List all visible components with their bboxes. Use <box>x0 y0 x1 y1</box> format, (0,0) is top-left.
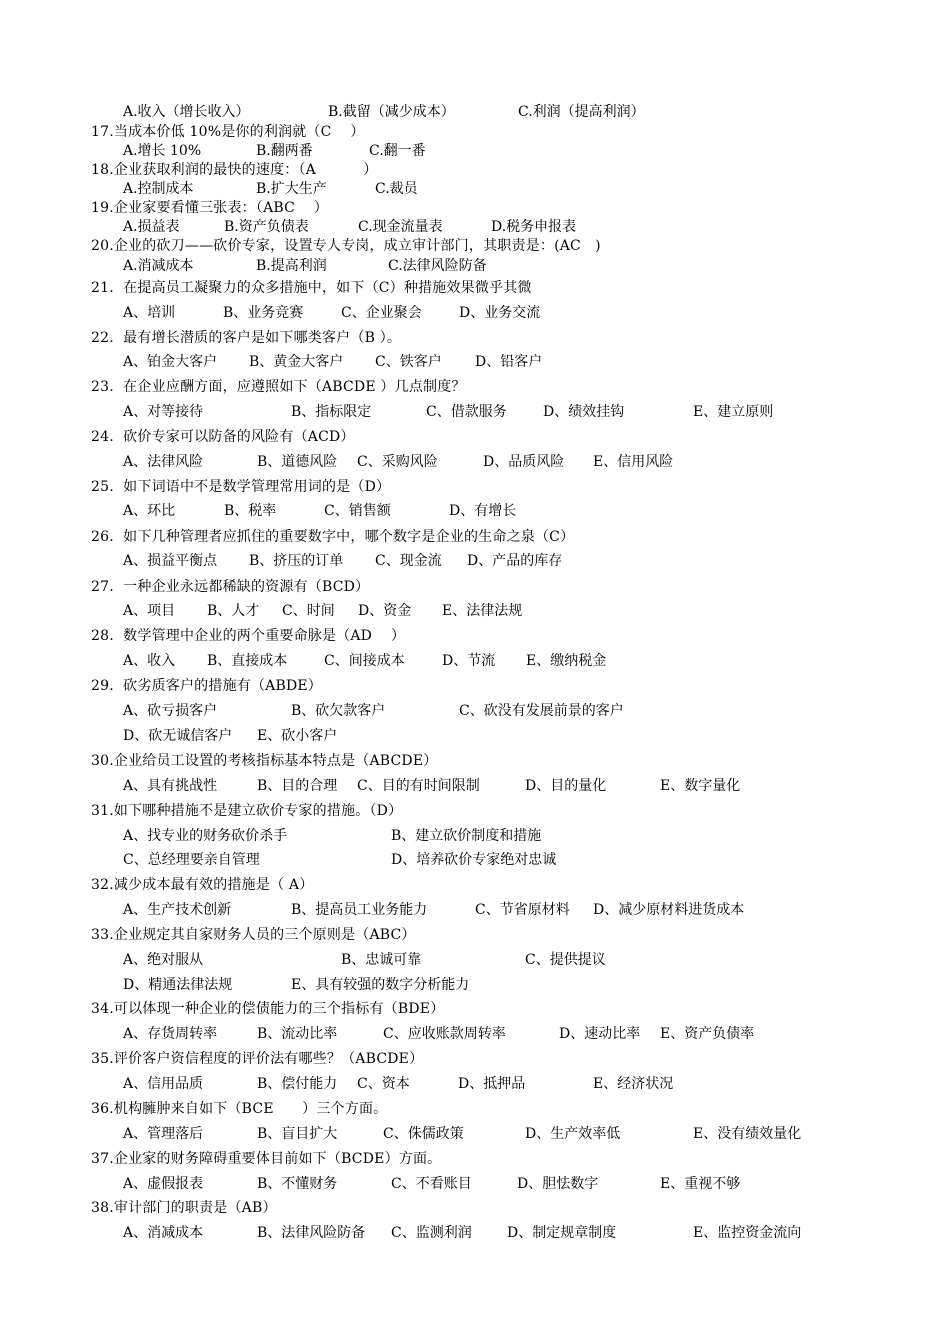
option-text: B、直接成本 <box>207 653 288 669</box>
option-text: C、节省原材料 <box>475 902 570 918</box>
option-text: A、虚假报表 <box>123 1176 204 1192</box>
option-text: A.消减成本 <box>123 258 194 274</box>
option-text: D、生产效率低 <box>525 1126 621 1142</box>
option-text: B、盲目扩大 <box>257 1126 338 1142</box>
option-text: A、绝对服从 <box>123 952 204 968</box>
option-text: B、税率 <box>224 503 277 519</box>
option-text: C、资本 <box>357 1076 410 1092</box>
option-text: A、培训 <box>123 305 176 321</box>
option-text: B、目的合理 <box>257 778 338 794</box>
option-text: C.裁员 <box>375 181 418 197</box>
option-text: A、收入 <box>123 653 176 669</box>
option-text: B.资产负债表 <box>224 219 309 235</box>
question-text: 36.机构臃肿来自如下（BCE ）三个方面。 <box>91 1101 388 1117</box>
option-text: A.控制成本 <box>123 181 194 197</box>
question-text: 34.可以体现一种企业的偿债能力的三个指标有（BDE） <box>91 1001 445 1017</box>
option-text: A.增长 10% <box>123 143 202 159</box>
option-text: A、项目 <box>123 603 176 619</box>
question-text: 19.企业家要看懂三张表：（ABC ） <box>91 200 329 216</box>
option-text: B、流动比率 <box>257 1026 338 1042</box>
question-text: 25. 如下词语中不是数学管理常用词的是（D） <box>91 479 391 495</box>
option-text: B.截留（减少成本） <box>328 104 455 120</box>
option-text: D、抵押品 <box>458 1076 526 1092</box>
option-text: A、对等接待 <box>123 404 204 420</box>
option-text: C、销售额 <box>324 503 391 519</box>
option-text: D.税务申报表 <box>491 219 577 235</box>
question-text: 23. 在企业应酬方面，应遵照如下（ABCDE ）几点制度？ <box>91 379 466 395</box>
option-text: B、道德风险 <box>257 454 338 470</box>
option-text: C、时间 <box>282 603 335 619</box>
option-text: D、制定规章制度 <box>507 1225 617 1241</box>
option-text: B、指标限定 <box>291 404 372 420</box>
option-text: E、没有绩效量化 <box>693 1126 802 1142</box>
option-text: C、不看账目 <box>391 1176 472 1192</box>
option-text: B.扩大生产 <box>256 181 327 197</box>
option-text: C、铁客户 <box>375 354 442 370</box>
option-text: C、砍没有发展前景的客户 <box>459 703 624 719</box>
option-text: D、产品的库存 <box>467 553 563 569</box>
option-text: D、铅客户 <box>475 354 543 370</box>
option-text: E、缴纳税金 <box>526 653 607 669</box>
option-text: E、资产负债率 <box>660 1026 755 1042</box>
option-text: C.法律风险防备 <box>388 258 487 274</box>
option-text: C、监测利润 <box>391 1225 472 1241</box>
option-text: A、找专业的财务砍价杀手 <box>123 828 288 844</box>
option-text: A、存货周转率 <box>123 1026 218 1042</box>
option-text: C、间接成本 <box>324 653 405 669</box>
option-text: A、环比 <box>123 503 176 519</box>
option-text: B、人才 <box>207 603 260 619</box>
option-text: A、具有挑战性 <box>123 778 218 794</box>
option-text: C.利润（提高利润） <box>518 104 645 120</box>
option-text: E、监控资金流向 <box>693 1225 802 1241</box>
question-text: 28. 数学管理中企业的两个重要命脉是（AD ） <box>91 628 406 644</box>
option-text: A、砍亏损客户 <box>123 703 218 719</box>
option-text: D、资金 <box>358 603 412 619</box>
option-text: D、培养砍价专家绝对忠诚 <box>391 852 557 868</box>
question-text: 29. 砍劣质客户的措施有（ABDE） <box>91 678 323 694</box>
option-text: C.翻一番 <box>369 143 426 159</box>
question-text: 27. 一种企业永远都稀缺的资源有（BCD） <box>91 579 370 595</box>
option-text: D、精通法律法规 <box>123 977 233 993</box>
question-text: 37.企业家的财务障碍重要体目前如下（BCDE）方面。 <box>91 1151 442 1167</box>
option-text: B、砍欠款客户 <box>291 703 386 719</box>
option-text: E、经济状况 <box>593 1076 674 1092</box>
option-text: C、企业聚会 <box>341 305 422 321</box>
option-text: C、应收账款周转率 <box>383 1026 506 1042</box>
option-text: D、业务交流 <box>459 305 541 321</box>
option-text: A、消减成本 <box>123 1225 204 1241</box>
question-text: 38.审计部门的职责是（AB） <box>91 1200 277 1216</box>
option-text: E、砍小客户 <box>257 728 338 744</box>
option-text: C、借款服务 <box>426 404 507 420</box>
question-text: 26. 如下几种管理者应抓住的重要数字中，哪个数字是企业的生命之泉（C） <box>91 529 575 545</box>
option-text: C、现金流 <box>375 553 442 569</box>
option-text: B、偿付能力 <box>257 1076 338 1092</box>
option-text: E、建立原则 <box>693 404 774 420</box>
question-text: 33.企业规定其自家财务人员的三个原则是（ABC） <box>91 927 416 943</box>
option-text: B.提高利润 <box>256 258 327 274</box>
option-text: D、节流 <box>442 653 496 669</box>
option-text: D、胆怯数字 <box>517 1176 599 1192</box>
option-text: D、目的量化 <box>525 778 607 794</box>
question-text: 21. 在提高员工凝聚力的众多措施中，如下（C）种措施效果微乎其微 <box>91 280 532 296</box>
option-text: D、绩效挂钩 <box>543 404 625 420</box>
option-text: B、提高员工业务能力 <box>291 902 428 918</box>
option-text: B、不懂财务 <box>257 1176 338 1192</box>
option-text: C.现金流量表 <box>358 219 443 235</box>
question-text: 30.企业给员工设置的考核指标基本特点是（ABCDE） <box>91 753 438 769</box>
option-text: B、黄金大客户 <box>249 354 344 370</box>
option-text: E、具有较强的数字分析能力 <box>291 977 470 993</box>
question-text: 32.减少成本最有效的措施是（ A） <box>91 877 314 893</box>
option-text: A.收入（增长收入） <box>123 104 250 120</box>
option-text: C、采购风险 <box>357 454 438 470</box>
option-text: B、法律风险防备 <box>257 1225 366 1241</box>
option-text: E、信用风险 <box>593 454 674 470</box>
option-text: D、有增长 <box>449 503 517 519</box>
option-text: D、砍无诚信客户 <box>123 728 233 744</box>
option-text: C、提供提议 <box>525 952 606 968</box>
question-text: 35.评价客户资信程度的评价法有哪些？（ABCDE） <box>91 1051 424 1067</box>
option-text: B、挤压的订单 <box>249 553 344 569</box>
option-text: E、数字量化 <box>660 778 741 794</box>
option-text: A、损益平衡点 <box>123 553 218 569</box>
option-text: D、速动比率 <box>559 1026 641 1042</box>
question-text: 22. 最有增长潜质的客户是如下哪类客户（B ）。 <box>91 330 402 346</box>
option-text: B.翻两番 <box>256 143 313 159</box>
option-text: B、业务竞赛 <box>223 305 304 321</box>
option-text: E、法律法规 <box>442 603 523 619</box>
question-text: 18.企业获取利润的最快的速度：（A ） <box>91 162 378 178</box>
option-text: A、法律风险 <box>123 454 204 470</box>
option-text: C、目的有时间限制 <box>357 778 480 794</box>
question-text: 31.如下哪种措施不是建立砍价专家的措施。（D） <box>91 803 403 819</box>
option-text: D、品质风险 <box>483 454 565 470</box>
question-text: 24. 砍价专家可以防备的风险有（ACD） <box>91 429 355 445</box>
option-text: A、信用品质 <box>123 1076 204 1092</box>
option-text: A、生产技术创新 <box>123 902 232 918</box>
option-text: A、铂金大客户 <box>123 354 218 370</box>
option-text: E、重视不够 <box>660 1176 741 1192</box>
option-text: A、管理落后 <box>123 1126 204 1142</box>
question-text: 17.当成本价低 10%是你的利润就（C ） <box>91 124 365 140</box>
option-text: B、建立砍价制度和措施 <box>391 828 542 844</box>
option-text: C、总经理要亲自管理 <box>123 852 260 868</box>
option-text: C、侏儒政策 <box>383 1126 464 1142</box>
option-text: D、减少原材料进货成本 <box>593 902 745 918</box>
question-text: 20.企业的砍刀——砍价专家，设置专人专岗，成立审计部门，其职责是：(AC ) <box>91 238 601 254</box>
option-text: A.损益表 <box>123 219 180 235</box>
option-text: B、忠诚可靠 <box>341 952 422 968</box>
